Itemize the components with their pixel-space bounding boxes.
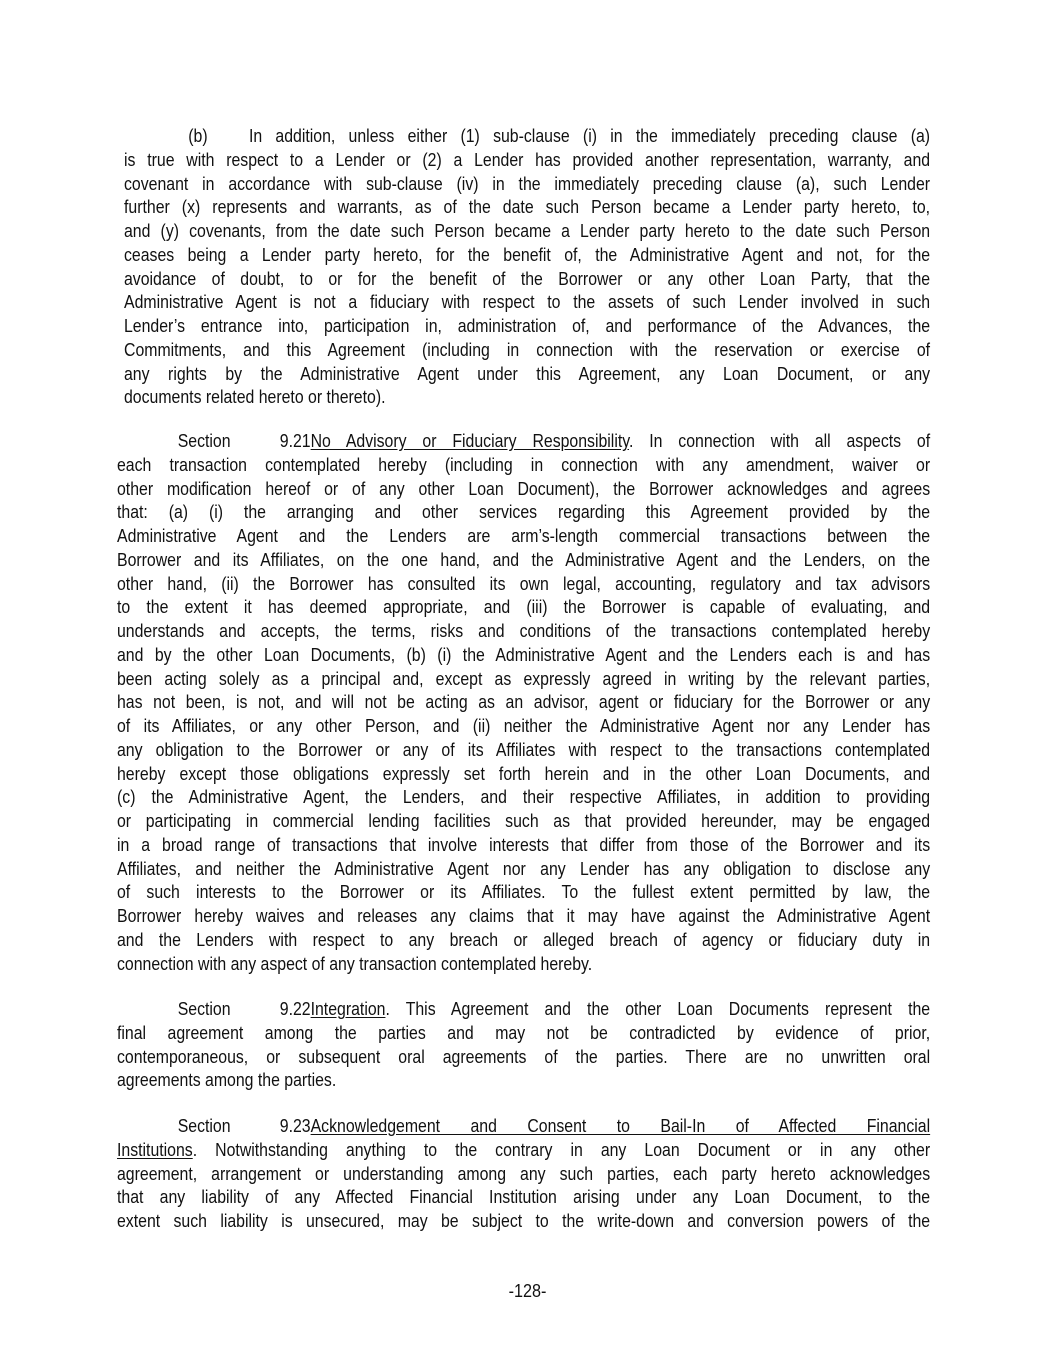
text-line bbox=[124, 125, 930, 149]
text-line bbox=[124, 149, 930, 173]
text-line bbox=[117, 786, 930, 810]
text-segment: any obligation to the Borrower or any of its Affiliates with respect to the transactions contemplated bbox=[117, 739, 931, 760]
text-segment: other hand, (ii) the Borrower has consulted its own legal, accounting, regulatory and tax advisors bbox=[117, 573, 931, 594]
text-line bbox=[117, 715, 930, 739]
text-line bbox=[117, 763, 930, 787]
text-line bbox=[124, 196, 930, 220]
text-segment: other modification hereof or of any other Loan Document), the Borrower acknowledges and agrees bbox=[117, 478, 931, 499]
text-line bbox=[117, 573, 930, 597]
text-segment: that: (a) (i) the arranging and other services regarding this Agreement provided by the bbox=[117, 502, 931, 523]
section-9-23 bbox=[117, 1115, 1041, 1234]
text-segment: In addition, unless either (1) sub-clause (i) in the immediately preceding clause (a) bbox=[248, 126, 931, 146]
paragraph-b bbox=[124, 125, 1040, 410]
text-line bbox=[117, 953, 930, 977]
text-segment: and the Lenders with respect to any breach or alleged breach of agency or fiduciary duty in bbox=[117, 929, 931, 950]
text-line bbox=[117, 620, 930, 644]
text-line bbox=[117, 596, 930, 620]
text-segment: documents related hereto or thereto). bbox=[124, 387, 386, 408]
text-segment: extent such liability is unsecured, may be subject to the write-down and conversion powers of the bbox=[117, 1211, 931, 1231]
text-line bbox=[117, 644, 930, 668]
text-segment: connection with any aspect of any transaction contemplated hereby. bbox=[117, 953, 593, 974]
text-line bbox=[117, 1210, 930, 1234]
text-line bbox=[124, 291, 930, 315]
text-segment: Affiliates, and neither the Administrative Agent nor any Lender has any obligation to disclose any bbox=[117, 858, 931, 879]
text-segment: is true with respect to a Lender or (2) a Lender has provided another representation, warranty, and bbox=[124, 149, 931, 170]
text-line bbox=[124, 244, 930, 268]
text-line bbox=[117, 739, 930, 763]
section-9-21 bbox=[117, 430, 1041, 976]
section-heading: Institutions bbox=[117, 1139, 193, 1160]
text-segment: that any liability of any Affected Financial Institution arising under any Loan Document, to the bbox=[117, 1187, 931, 1208]
text-line bbox=[117, 1186, 930, 1210]
text-segment: . Notwithstanding anything to the contrary in any Loan Document or in any other bbox=[192, 1139, 931, 1160]
text-line bbox=[117, 1163, 930, 1187]
text-line bbox=[117, 881, 930, 905]
text-segment: Borrower hereby waives and releases any claims that it may have against the Administrative Agent bbox=[117, 906, 931, 926]
text-line bbox=[117, 549, 930, 573]
text-segment: contemporaneous, or subsequent oral agreements of the parties. There are no unwritten oral bbox=[117, 1046, 931, 1067]
text-segment: hereby except those obligations expressly set forth herein and in the other Loan Documents, and bbox=[117, 763, 931, 784]
section-heading: No Advisory or Fiduciary Responsibility bbox=[310, 431, 629, 451]
section-heading: Integration bbox=[310, 999, 386, 1019]
text-segment: further (x) represents and warrants, as of the date such Person became a Lender party hereto, to, bbox=[124, 197, 931, 218]
text-line bbox=[117, 905, 930, 929]
text-segment: and by the other Loan Documents, (b) (i) the Administrative Agent and the Lenders each is and has bbox=[117, 644, 931, 665]
text-line bbox=[124, 268, 930, 292]
text-segment: Borrower and its Affiliates, on the one hand, and the Administrative Agent and the Lenders, on the bbox=[117, 549, 931, 570]
text-segment: to the extent it has deemed appropriate, and (iii) the Borrower is capable of evaluating, and bbox=[117, 597, 931, 618]
text-segment: Lender’s entrance into, participation in, administration of, and performance of the Advances, the bbox=[124, 316, 931, 336]
text-line bbox=[117, 430, 930, 454]
text-line bbox=[124, 220, 930, 244]
text-segment: agreement, arrangement or understanding among any such parties, each party hereto acknowledges bbox=[117, 1163, 931, 1184]
text-line bbox=[117, 1046, 930, 1070]
text-line bbox=[117, 668, 930, 692]
text-segment: (c) the Administrative Agent, the Lenders, and their respective Affiliates, in addition to providing bbox=[117, 787, 931, 808]
text-segment: avoidance of doubt, to or for the benefit of the Borrower or any other Loan Party, that the bbox=[124, 268, 931, 289]
text-line bbox=[117, 834, 930, 858]
text-segment: been acting solely as a principal and, except as expressly agreed in writing by the relevant parties, bbox=[117, 668, 931, 689]
text-segment: Administrative Agent is not a fiduciary with respect to the assets of such Lender involved in such bbox=[124, 292, 931, 313]
text-line bbox=[117, 858, 930, 882]
text-line bbox=[124, 315, 930, 339]
text-segment: in a broad range of transactions that involve interests that differ from those of the Borrower and its bbox=[117, 834, 931, 855]
text-line bbox=[117, 1139, 930, 1163]
text-line bbox=[117, 478, 930, 502]
text-line bbox=[117, 1022, 930, 1046]
text-line bbox=[117, 691, 930, 715]
text-segment: any rights by the Administrative Agent under this Agreement, any Loan Document, or any bbox=[124, 363, 931, 384]
text-line bbox=[124, 386, 930, 410]
text-line bbox=[124, 339, 930, 363]
text-line bbox=[117, 525, 930, 549]
text-line bbox=[117, 1069, 930, 1093]
text-segment: or participating in commercial lending facilities such as that provided hereunder, may be engaged bbox=[117, 811, 931, 831]
text-segment: Administrative Agent and the Lenders are arm’s-length commercial transactions between the bbox=[117, 526, 931, 546]
text-segment: agreements among the parties. bbox=[117, 1070, 337, 1091]
text-segment: . This Agreement and the other Loan Documents represent the bbox=[385, 999, 931, 1019]
section-label: Section 9.23 bbox=[177, 1116, 311, 1136]
text-segment: of its Affiliates, or any other Person, and (ii) neither the Administrative Agent nor any Lender has bbox=[117, 716, 931, 736]
text-line bbox=[117, 998, 930, 1022]
text-segment: each transaction contemplated hereby (including in connection with any amendment, waiver or bbox=[117, 454, 931, 475]
text-segment: has not been, is not, and will not be acting as an advisor, agent or fiduciary for the Borrower or any bbox=[117, 692, 931, 713]
text-line bbox=[117, 1115, 930, 1139]
section-label: Section 9.21 bbox=[177, 431, 311, 451]
text-segment: final agreement among the parties and may not be contradicted by evidence of prior, bbox=[117, 1022, 931, 1043]
text-line bbox=[117, 929, 930, 953]
text-line bbox=[117, 810, 930, 834]
text-segment: covenant in accordance with sub-clause (iv) in the immediately preceding clause (a), such Lender bbox=[124, 173, 931, 194]
section-label: (b) bbox=[188, 126, 208, 146]
text-line bbox=[124, 363, 930, 387]
text-line bbox=[117, 454, 930, 478]
section-9-22 bbox=[117, 998, 1041, 1093]
text-line bbox=[124, 173, 930, 197]
text-line bbox=[117, 501, 930, 525]
text-segment: . In connection with all aspects of bbox=[628, 431, 931, 451]
text-segment: ceases being a Lender party hereto, for the benefit of, the Administrative Agent and not, for the bbox=[124, 244, 931, 265]
text-segment: Commitments, and this Agreement (including in connection with the reservation or exercise of bbox=[124, 339, 931, 360]
text-segment: of such interests to the Borrower or its Affiliates. To the fullest extent permitted by law, the bbox=[117, 882, 931, 903]
section-label: Section 9.22 bbox=[177, 999, 311, 1019]
text-segment: understands and accepts, the terms, risks and conditions of the transactions contemplated hereby bbox=[117, 621, 931, 641]
section-heading: Acknowledgement and Consent to Bail-In of Affected Financial bbox=[310, 1116, 931, 1136]
text-segment: and (y) covenants, from the date such Person became a Lender party hereto to the date such Person bbox=[124, 221, 931, 241]
page-number: -128- bbox=[508, 1281, 547, 1301]
